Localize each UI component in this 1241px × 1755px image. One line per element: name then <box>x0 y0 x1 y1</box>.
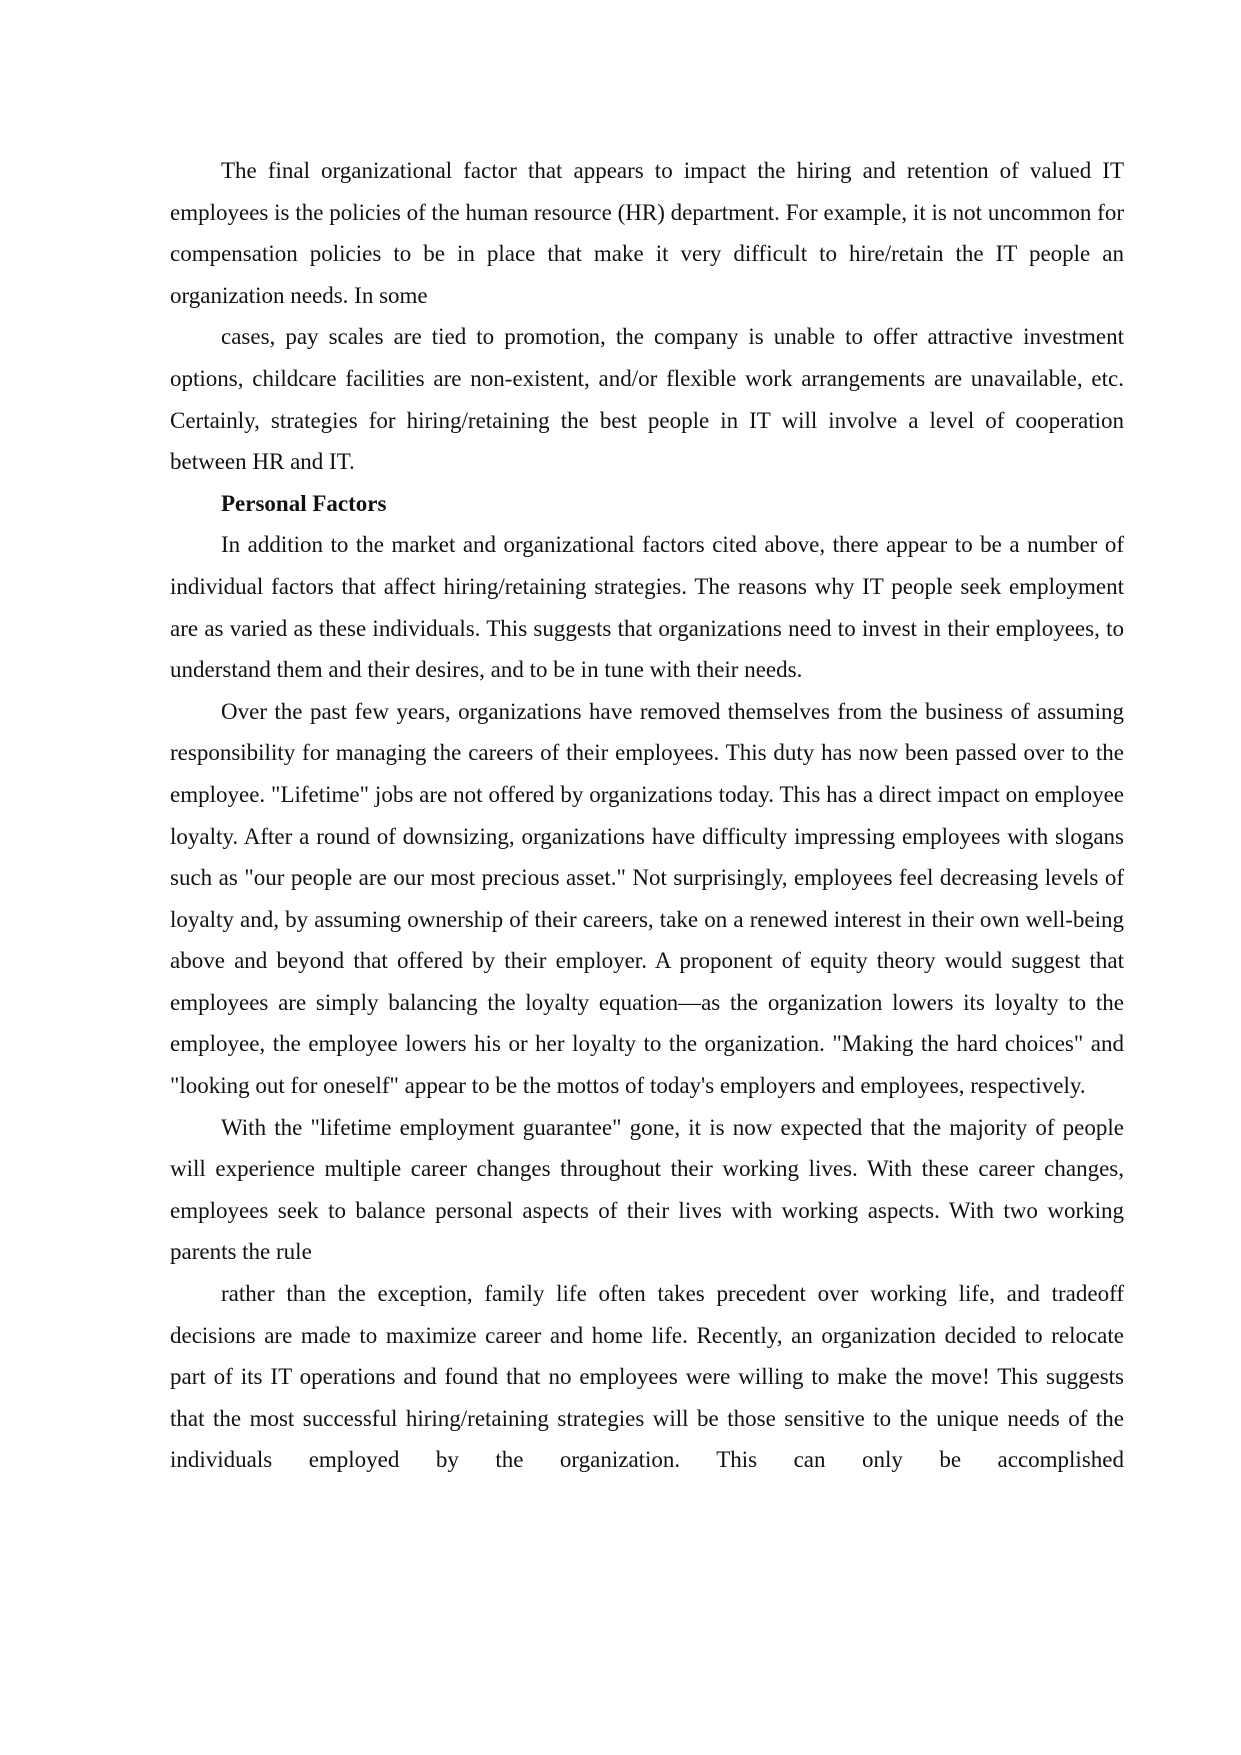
paragraph-lifetime-employment: With the "lifetime employment guarantee" gone, it is now expected that the majority of people will experience multiple career changes throughout their working lives. With these career changes, employees seek to balance personal aspects of their lives with working aspects. With two working parents the rule <box>170 1114 1124 1265</box>
paragraph-individual-factors: In addition to the market and organizational factors cited above, there appear to be a number of individual factors that affect hiring/retaining strategies. The reasons why IT people seek employment are as varied as these individuals. This suggests that organizations need to invest in their employees, to understand them and their desires, and to be in tune with their needs. <box>170 532 1124 683</box>
paragraph-career-responsibility: Over the past few years, organizations have removed themselves from the business of assuming responsibility for managing the careers of their employees. This duty has now been passed over to the employee. "Lifetime" jobs are not offered by organizations today. This has a direct impact on employee loyalty. After a round of downsizing, organizations have difficulty impressing employees with slogans such as "our people are our most precious asset." Not surprisingly, employees feel decreasing levels of loyalty and, by assuming ownership of their careers, take on a renewed interest in their own well-being above and beyond that offered by their employer. A proponent of equity theory would suggest that employees are simply balancing the loyalty equation—as the organization lowers its loyalty to the employee, the employee lowers his or her loyalty to the organization. "Making the hard choices" and "looking out for oneself" appear to be the mottos of today's employers and employees, respectively. <box>170 698 1124 1099</box>
paragraph-hr-policies: The final organizational factor that appears to impact the hiring and retention of valued IT employees is the policies of the human resource (HR) department. For example, it is not uncommon for compensation policies to be in place that make it very difficult to hire/retain the IT people an organization needs. In some <box>170 158 1124 308</box>
section-heading-personal-factors: Personal Factors <box>221 490 387 516</box>
paragraph-family-life: rather than the exception, family life often takes precedent over working life, and tradeoff decisions are made to maximize career and home life. Recently, an organization decided to relocate part of its IT operations and found that no employees were willing to make the move! This suggests that the most successful hiring/retaining strategies will be those sensitive to the unique needs of the individuals employed by the organization. This can only be accomplished <box>170 1281 1124 1473</box>
paragraph-hr-policies-continued: cases, pay scales are tied to promotion, the company is unable to offer attractive investment options, childcare facilities are non-existent, and/or flexible work arrangements are unavailable, etc. Certainly, strategies for hiring/retaining the best people in IT will involve a level of cooperation between HR and IT. <box>170 324 1124 475</box>
document-page <box>170 150 1124 1481</box>
